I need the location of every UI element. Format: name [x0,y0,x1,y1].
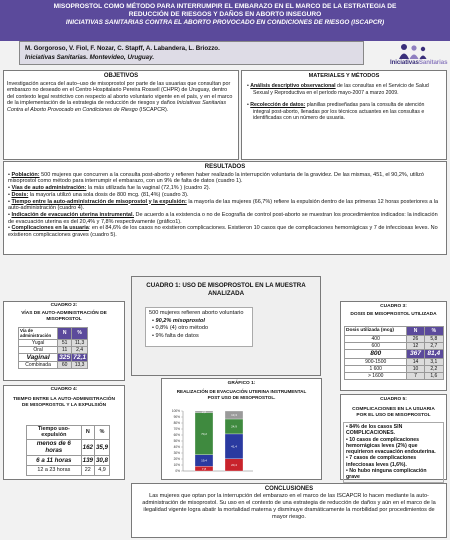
objetivos-text-end: (ISCAPCR). [137,106,169,113]
data-label: 7,8 [201,466,207,471]
iniciativas-sanitarias-logo [390,42,448,70]
conclusiones-title: CONCLUSIONES [264,486,314,492]
list-item: • 9% falta de datos [152,332,199,339]
list-item: • Población: 500 mujeres que concurren a la consulta post-aborto y refieren haber realizado la interrupción voluntaria de la gravidez. De las mismas, 451, el 90,2%, utilizó misoprostol como método para interrumpir el embarazo, con un 9% de falta de datos (cuadro 1). [8,171,424,185]
materiales-title: MATERIALES Y MÉTODOS [308,73,380,79]
table-cell: 81,4 [424,350,443,359]
list-item: • Vías de auto administración: la más utilizada fue la vaginal (72,1% ) (cuadro 2). [8,185,211,192]
cuadro-5-item: 7 casos de complicaciones infecciosas leves (1,6%). [346,455,417,468]
table-cell: Oral [19,346,58,353]
list-item: • 0,8% (4) otro método [152,325,209,332]
cuadro-3 [340,301,447,391]
cuadro-4-table [26,425,110,476]
table-cell: 12 a 23 horas [27,465,82,475]
cuadro-4 [3,385,125,480]
data-label: 24,9 [231,424,237,429]
table-cell: Combinada [19,362,58,369]
table-header-row [19,328,88,340]
data-label: 20,4 [231,463,237,468]
cuadro-1-item: 90,2% misoprostol [155,317,205,324]
logo-figures-icon [390,42,448,60]
table-header-cell: N [81,426,94,440]
list-item: • 84% de los casos SIN COMPLICACIONES. [346,424,403,437]
conclusiones-section [131,483,447,538]
cuadro-1-content [145,307,253,347]
cuadro-5-item: 84% de los casos SIN COMPLICACIONES. [346,424,403,437]
table-cell: 5,8 [424,336,443,343]
resultados-item-text: la mayoría de las mujeres (66,7%) refiere la expulsión dentro de las primeras 12 horas posteriores a la auto-administración (cuadro 4). [8,198,439,212]
table-row [27,439,110,455]
y-tick-label: 60% [173,433,180,438]
list-item: • No hubo ninguna complicación grave [346,468,427,481]
y-tick-label: 20% [173,457,180,462]
cuadro-2-subtitle: VÍAS DE AUTO-ADMINISTRACIÓN DE MISOPROSTOL [21,311,107,322]
grafico-1-subtitle: REALIZACIÓN DE EVACUACIÓN UTERINA INSTRUMENTAL POST USO DE MISOPROSTOL. [176,389,307,400]
cuadro-5-item: No hubo ninguna complicación grave [346,468,427,481]
cuadro-5-title: CUADRO 5: [380,397,407,402]
table-row [345,358,444,365]
table-cell: 4,9 [94,465,109,475]
table-cell: 162 [81,439,94,455]
table-cell: 139 [82,456,93,464]
resultados-item-text: 500 mujeres que concurren a la consulta post-aborto y refieren haber realizado la interrupción voluntaria de la gravidez. De las mismas, 451, el 90,2%, utilizó misoprostol como método para interrumpir el embarazo, con un 9% de falta de datos (cuadro 1). [8,171,424,185]
resultados-item-text: : en el 84,6% de los casos no existieron complicaciones. Existieron 10 casos que de complicaciones hemorrágicas y 7 de infecciosas leves. No existieron complicaciones graves (cuadro 5). [8,225,438,239]
y-tick-label: 70% [173,427,180,432]
y-tick-label: 50% [173,439,180,444]
cuadro-4-subtitle: TIEMPO ENTRE LA AUTO-ADMINISTRACIÓN DE MISOPROSTOL Y LA EXPULSIÓN [13,397,115,408]
table-cell: 600 [345,343,407,350]
cuadro-5 [340,394,447,480]
table-cell: > 1600 [345,372,407,379]
grafico-1-title: GRÁFICO 1: [227,381,256,386]
table-cell: menos de 6 horas [27,439,82,455]
grafico-1 [161,378,322,480]
table-row [19,346,88,353]
materiales-item-bold: Análisis descriptivo observacional [250,83,336,90]
table-cell: 11,3 [72,339,88,346]
y-tick-label: 100% [171,409,180,414]
table-header-cell: % [94,426,109,440]
cuadro-1 [131,276,321,376]
data-label: 19,4 [201,458,207,463]
table-header-cell: % [424,327,443,336]
poster-title-line-1: MISOPROSTOL COMO MÉTODO PARA INTERRUMPIR EL EMBARAZO EN EL MARCO DE LA ESTRATEGIA DE [53,3,397,10]
poster-header [0,0,450,41]
table-row [345,336,444,343]
table-header-cell: % [72,328,88,340]
grafico-1-chart [163,407,322,477]
resultados-item-text: la más utilizada fue la vaginal (72,1% ) (cuadro 2). [86,185,211,192]
list-item: • Complicaciones en la usuaria: en el 84,6% de los casos no existieron complicaciones. Existieron 10 casos que de complicaciones hemorrágicas y 7 de infecciosas leves. No existieron complicaciones graves (cuadro 5). [8,225,438,239]
y-tick-label: 0% [175,469,180,474]
table-header-cell: N [407,327,424,336]
y-tick-label: 30% [173,451,180,456]
resultados-title: RESULTADOS [204,164,246,170]
table-cell: 1,6 [424,372,443,379]
table-row [19,339,88,346]
logo-text [390,59,448,66]
table-cell: 6 a 11 horas [27,455,82,465]
list-item: • Análisis descriptivo observacional de las consultas en el Servicio de Salud Sexual y Reproductiva en el período mayo-2007 a marzo 2009. [247,83,429,96]
conclusiones-text: Las mujeres que optan por la interrupción del embarazo en el marco de las ISCAPCR lo hacen mediante la auto-administración de misoprostol. Su uso en el contexto de una estrategia de reducción de daños y aún en el marco de la ilegalidad vigente logra abatir la mortalidad materna y disminuye dramáticamente la morbilidad por procedimientos de mayor riesgo. [142,492,436,520]
table-row [345,343,444,350]
resultados-section [3,161,447,255]
objetivos-text [7,81,235,114]
table-header-row [345,327,444,336]
table-row [345,365,444,372]
table-cell: Yugal [19,339,58,346]
materiales-item-bold: Recolección de datos: [250,102,306,109]
table-cell: 30,8 [95,456,108,464]
list-item: • Recolección de datos: planillas prediseñadas para la consulta de atención integral post-aborto, llenadas por los técnicos actuantes en las consultas e identificadas con un número de usuaria. [247,102,425,122]
table-cell: 11 [58,346,72,353]
table-cell: 26 [407,336,424,343]
cuadro-3-title: CUADRO 3: [380,304,407,309]
resultados-item-bold: Dosis: [11,191,29,198]
table-cell: 60 [58,362,72,369]
objetivos-text-italic: Iniciativas Sanitarias Contra el Aborto Provocado en Condiciones de Riesgo [7,100,227,113]
table-cell: 400 [345,336,407,343]
cuadro-1-title: CUADRO 1: USO DE MISOPROSTOL EN LA MUESTRA ANALIZADA [146,282,306,297]
table-cell: 12 [407,343,424,350]
data-label: 41,4 [231,444,237,449]
table-header-row [27,426,110,440]
table-cell: 3,1 [424,358,443,365]
table-cell: 900-1500 [345,358,407,365]
table-cell: 2,7 [424,343,443,350]
materiales-list [247,83,441,121]
data-label: 2,6 [201,409,207,414]
list-item: • 7 casos de complicaciones infecciosas leves (1,6%). [346,455,417,468]
list-item: • Indicación de evacuación uterina instrumental. De acuerdo a la existencia o no de Ecografía de control post-aborto se muestran los procedimientos indicados: la indicación de evacuación uterina es del 20,4% y 7,8% respectivamente (gráfico1). [8,211,438,225]
authors-box [19,41,364,65]
cuadro-2 [3,301,125,381]
cuadro-3-subtitle: DOSIS DE MISOPROSTOL UTILIZADA [350,312,437,317]
resultados-item-text: De acuerdo a la existencia o no de Ecografía de control post-aborto se muestran los procedimientos indicados: la indicación de evacuación uterina es del 20,4% y 7,8% respectivamente (gráfico1). [8,211,438,225]
cuadro-2-title: CUADRO 2: [50,303,78,308]
table-row [19,353,88,362]
poster-title-line-2: REDUCCIÓN DE RIESGOS Y DAÑOS EN ABORTO INSEGURO [128,11,322,18]
table-header-cell: N [58,328,72,340]
table-cell: Vaginal [19,353,58,362]
table-cell: 2,4 [72,346,88,353]
resultados-item-bold: Población: [11,171,40,178]
resultados-item-bold: Vías de auto administración: [11,185,87,192]
table-cell: 2,2 [424,365,443,372]
list-item: • 90,2% misoprostol [152,317,205,324]
resultados-item-bold: Complicaciones en la usuaria [11,225,89,232]
table-cell: 325 [59,353,71,361]
table-cell: 1 600 [345,365,407,372]
table-header-cell: Vía de administración [19,328,58,340]
data-label: 13,3 [231,413,237,418]
table-row [27,455,110,465]
table-header-cell: Dosis utilizada (mcg) [345,327,407,336]
objetivos-title: OBJETIVOS [103,73,139,79]
materiales-section [241,70,447,160]
objetivos-section [3,70,239,160]
resultados-item-bold: Tiempo entre la auto-administración de misoprostol y la expulsión: [11,198,187,205]
table-row [345,372,444,379]
y-tick-label: 10% [173,463,180,468]
cuadro-4-title: CUADRO 4: [50,387,78,392]
table-cell: 51 [58,339,72,346]
resultados-item-bold: Indicación de evacuación uterina instrumental. [11,211,135,218]
cuadro-5-item: 10 casos de complicaciones hemorrágicas leves (2%) que requirieron evacuación endouterina. [346,436,436,456]
cuadro-1-lead: 500 mujeres refieren aborto voluntario [149,310,244,316]
logo-text-part2: Sanitarias [418,59,448,66]
authors-institution: Iniciativas Sanitarias. Montevideo, Uruguay. [25,54,155,61]
table-row [19,362,88,369]
table-cell: 800 [345,350,407,359]
table-cell: 7 [407,372,424,379]
cuadro-1-item: 9% falta de datos [155,332,199,339]
objetivos-text-main: Investigación acerca del auto–uso de misoprostol por parte de las usuarias que consultan por embarazo no deseado en el Centro Hospitalario Pereira Rossell (CHPR) de Uruguay, dentro del contexto legal restrictivo con respecto al aborto voluntario vigente en el país, y en el marco de la implementación de la estrategia de reducción de riesgos y daños [7,80,233,107]
materiales-item-text: planillas prediseñadas para la consulta de atención integral post-aborto, llenadas por los técnicos actuantes en las consultas e identificadas con un número de usuaria. [253,102,425,122]
table-header-cell: Tiempo uso-expulsión [27,426,82,440]
resultados-item-text: la mayoría utilizó una sola dosis de 800 mcg. (81,4%) (cuadro 3). [28,191,189,198]
table-cell: 13,3 [72,362,88,369]
cuadro-3-table [344,326,444,380]
materiales-item-text: de las consultas en el Servicio de Salud Sexual y Reproductiva en el período mayo-2007 a marzo 2009. [253,83,429,96]
table-cell: 72,1 [73,353,86,361]
table-row [345,350,444,359]
table-cell: 10 [407,365,424,372]
cuadro-5-list [343,422,444,483]
cuadro-1-item: 0,8% (4) otro método [155,325,209,332]
cuadro-5-subtitle: COMPLICACIONES EN LA USUARIA POR EL USO DE MISOPROSTOL [352,407,435,418]
cuadro-2-table [18,327,88,369]
y-tick-label: 40% [173,445,180,450]
poster-subtitle: INICIATIVAS SANITARIAS CONTRA EL ABORTO PROVOCADO EN CONDICIONES DE RIESGO (ISCAPCR) [65,19,385,26]
table-cell: 367 [407,350,424,359]
y-tick-label: 90% [173,415,180,420]
list-item: • 10 casos de complicaciones hemorrágicas leves (2%) que requirieron evacuación endouterina. [346,436,436,456]
authors-names: M. Gorgoroso, V. Fiol, F. Nozar, C. Stapff, A. Labandera, L. Briozzo. [25,45,220,52]
table-cell: 14 [407,358,424,365]
list-item: • Tiempo entre la auto-administración de misoprostol y la expulsión: la mayoría de las mujeres (66,7%) refiere la expulsión dentro de las primeras 12 horas posteriores a la auto-administración (cuadro 4). [8,198,439,212]
table-cell: 35,9 [94,439,109,455]
table-row [27,465,110,475]
data-label: 70,2 [201,431,207,436]
table-cell: 22 [81,465,94,475]
logo-text-part1: Iniciativas [390,59,419,66]
list-item: • Dosis: la mayoría utilizó una sola dosis de 800 mcg. (81,4%) (cuadro 3). [8,191,189,198]
y-tick-label: 80% [173,421,180,426]
